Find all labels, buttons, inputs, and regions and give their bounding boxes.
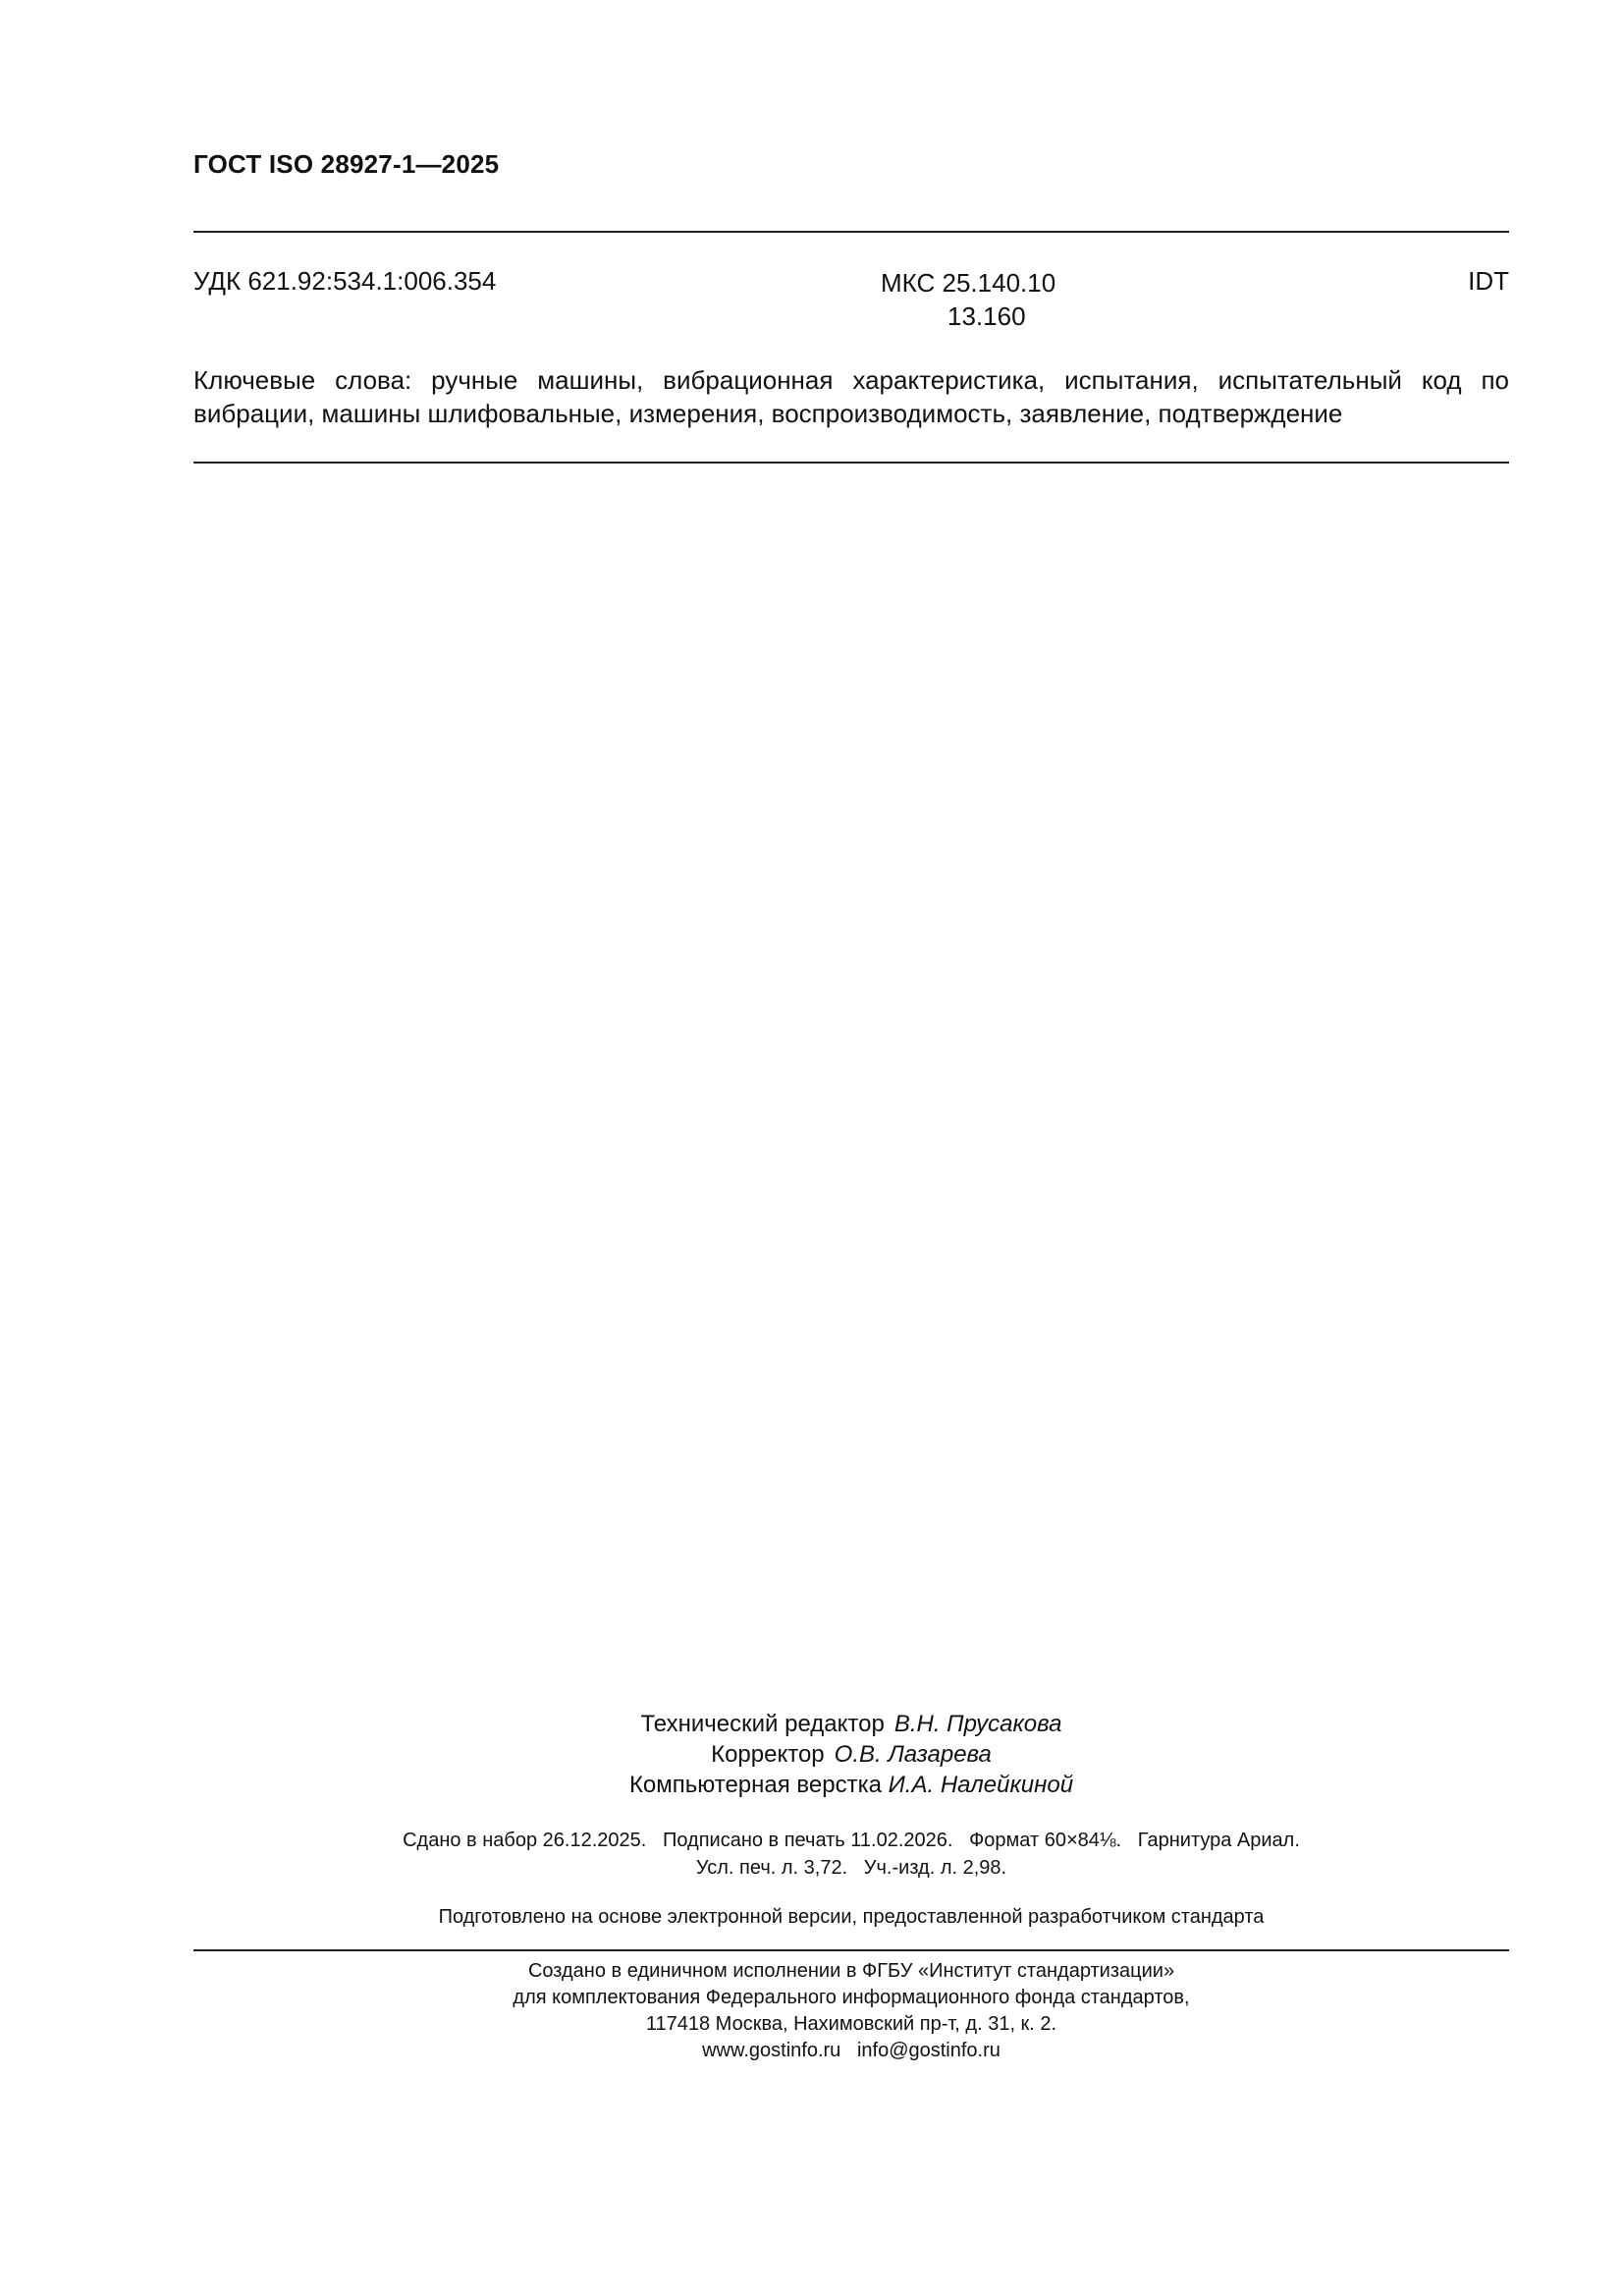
layout-line xyxy=(193,1770,1509,1800)
equivalence-degree: IDT xyxy=(1468,266,1509,296)
corrector-name: О.В. Лазарева xyxy=(834,1741,992,1768)
tech-editor-label: Технический редактор xyxy=(640,1711,885,1737)
publisher-block xyxy=(193,1958,1509,2064)
mks-code-secondary: 13.160 xyxy=(947,301,1026,331)
publisher-contacts: www.gostinfo.ru info@gostinfo.ru xyxy=(702,2040,1001,2061)
keywords-divider xyxy=(193,462,1509,464)
corrector-line xyxy=(193,1739,1509,1770)
layout-name: И.А. Налейкиной xyxy=(888,1772,1074,1798)
publisher-line-2: для комплектования Федерального информационного фонда стандартов, xyxy=(513,1987,1190,2008)
tech-editor-name: В.Н. Прусакова xyxy=(893,1711,1062,1737)
top-divider xyxy=(193,231,1509,233)
corrector-label: Корректор xyxy=(711,1741,825,1768)
keywords-paragraph: Ключевые слова: ручные машины, вибрационная характеристика, испытания, испытательный код по вибрации, машины шлифовальные, измерения, воспроизводимость, заявление, подтверждение xyxy=(193,365,1509,428)
print-info-line-2: Усл. печ. л. 3,72. Уч.-изд. л. 2,98. xyxy=(695,1857,1007,1879)
publisher-address: 117418 Москва, Нахимовский пр-т, д. 31, к. 2. xyxy=(645,2013,1057,2035)
publisher-line-1: Создано в единичном исполнении в ФГБУ «Институт стандартизации» xyxy=(527,1960,1175,1982)
print-info-block xyxy=(193,1827,1509,1882)
document-code: ГОСТ ISO 28927-1—2025 xyxy=(193,149,500,179)
credits-block xyxy=(193,1709,1509,1800)
footer-divider xyxy=(193,1949,1509,1951)
mks-code-primary: МКС 25.140.10 xyxy=(881,268,1056,298)
mks-codes xyxy=(881,266,1175,333)
prepared-note: Подготовлено на основе электронной версии, предоставленной разработчиком стандарта xyxy=(438,1906,1265,1928)
tech-editor-line xyxy=(193,1709,1509,1739)
classification-row xyxy=(193,266,1509,335)
print-info-line-1: Сдано в набор 26.12.2025. Подписано в печать 11.02.2026. Формат 60×84⅛. Гарнитура Ариал. xyxy=(403,1830,1300,1851)
udk-code: УДК 621.92:534.1:006.354 xyxy=(193,266,497,296)
layout-label: Компьютерная верстка xyxy=(628,1772,882,1798)
